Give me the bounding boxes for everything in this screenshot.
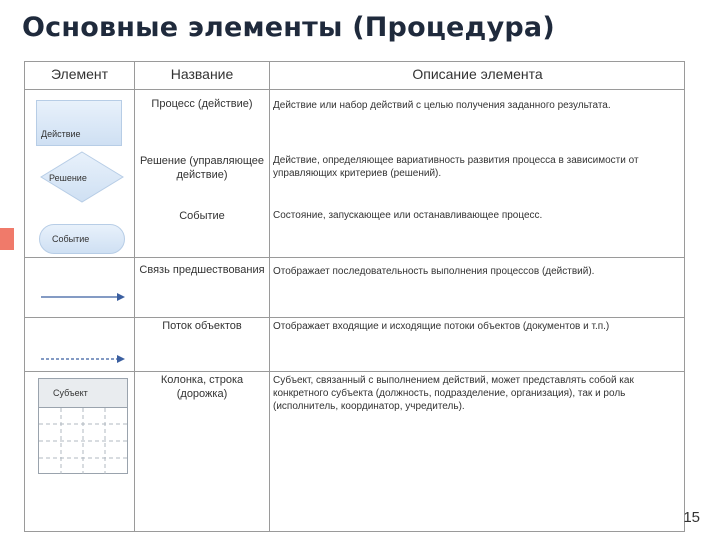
swimlane-shape-label: Субъект <box>53 388 88 398</box>
row-name-decision: Решение (управляющее действие) <box>139 155 265 181</box>
header-description: Описание элемента <box>412 66 543 82</box>
row-name-process: Процесс (действие) <box>151 98 253 110</box>
swimlane-grid <box>39 408 127 474</box>
row-desc-swimlane: Субъект, связанный с выполнением действий, может представлять собой как конкретного субъекта (должность, подразделение, организация), так и роль (исполнитель, координатор, учредитель). <box>273 375 634 412</box>
row-name-link: Связь предшествования <box>139 264 265 276</box>
page-number: 15 <box>683 509 700 526</box>
header-divider <box>25 89 684 90</box>
object-flow-arrow-icon <box>39 352 127 366</box>
row-name-event: Событие <box>179 210 225 222</box>
row-divider <box>25 317 684 318</box>
column-divider <box>269 62 270 531</box>
row-divider <box>25 371 684 372</box>
row-desc-object-flow: Отображает входящие и исходящие потоки объектов (документов и т.п.) <box>273 321 610 332</box>
header-element: Элемент <box>50 66 109 82</box>
swimlane-shape <box>38 378 128 474</box>
decision-shape-label: Решение <box>49 173 87 183</box>
row-name-object-flow: Поток объектов <box>162 320 242 332</box>
page-title: Основные элементы (Процедура) <box>22 12 555 43</box>
row-divider <box>25 257 684 258</box>
swimlane-header <box>39 379 127 408</box>
event-shape <box>39 224 125 254</box>
event-shape-label: Событие <box>52 234 90 244</box>
slide-accent-mark <box>0 228 14 250</box>
header-name: Название <box>170 66 234 82</box>
process-shape-label: Действие <box>41 129 81 139</box>
row-desc-process: Действие или набор действий с целью получения заданного результата. <box>273 100 611 111</box>
elements-table <box>24 61 685 532</box>
row-desc-event: Состояние, запускающее или останавливающее процесс. <box>273 210 543 221</box>
row-name-swimlane: Колонка, строка (дорожка) <box>160 374 244 400</box>
process-shape <box>36 100 122 146</box>
column-divider <box>134 62 135 531</box>
row-desc-link: Отображает последовательность выполнения процессов (действий). <box>273 266 595 277</box>
precedence-arrow-icon <box>39 290 127 304</box>
row-desc-decision: Действие, определяющее вариативность развития процесса в зависимости от управляющих критериев (решений). <box>273 155 639 179</box>
